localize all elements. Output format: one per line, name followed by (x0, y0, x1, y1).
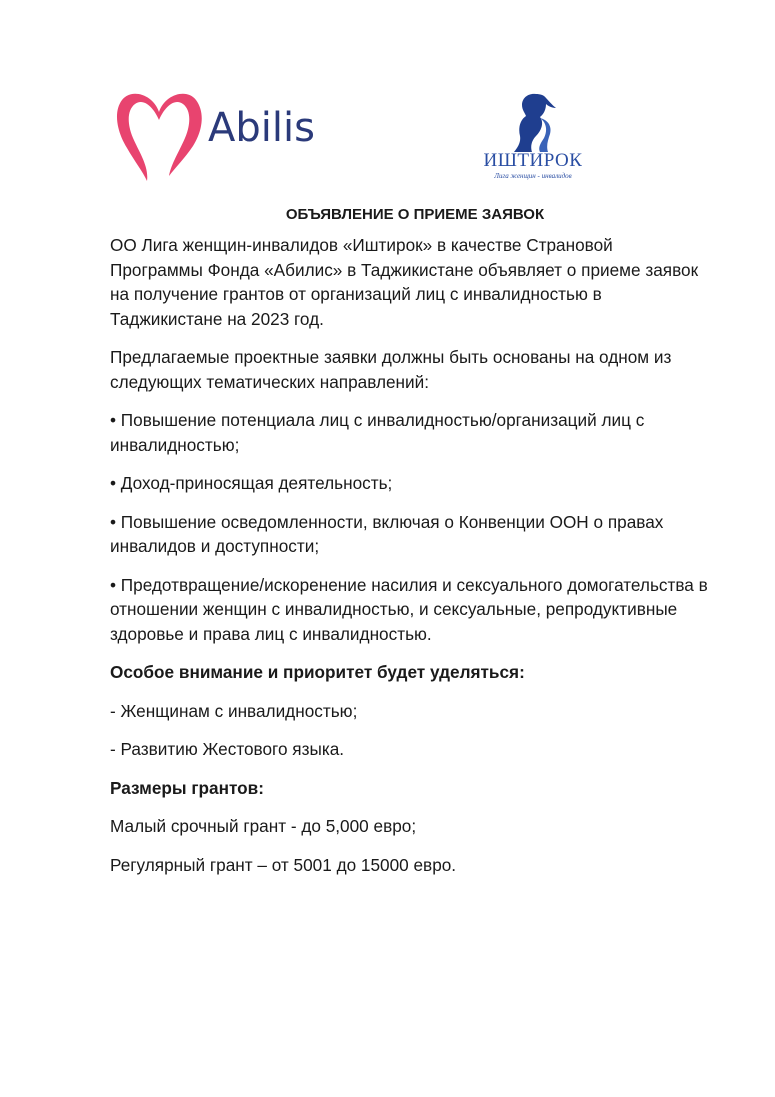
grants-heading: Размеры грантов: (110, 777, 264, 798)
ishtirok-logo-text: ИШТИРОК (483, 150, 583, 171)
directions-intro: Предлагаемые проектные заявки должны быть основаны на одном из следующих тематических направлений: (110, 347, 672, 392)
direction-item: • Доход-приносящая деятельность; (110, 473, 393, 493)
announcement-title: ОБЪЯВЛЕНИЕ О ПРИЕМЕ ЗАЯВОК (285, 206, 545, 223)
priority-item: - Развитию Жестового языка. (110, 739, 345, 759)
ishtirok-tagline: Лига женщин - инвалидов (494, 172, 572, 180)
direction-item: • Повышение осведомленности, включая о Конвенции ООН о правах инвалидов и доступности; (110, 511, 664, 556)
grant-item: Регулярный грант – от 5001 до 15000 евро. (110, 854, 457, 875)
woman-silhouette-icon (502, 92, 562, 154)
abilis-logo-text: Abilis (208, 105, 315, 151)
ishtirok-logo (478, 92, 588, 192)
direction-item: • Повышение потенциала лиц с инвалидностью/организаций лиц с инвалидностью; (110, 410, 645, 455)
announcement-body (110, 205, 710, 891)
heart-outline-icon (113, 86, 205, 184)
grant-item: Малый срочный грант - до 5,000 евро; (110, 816, 417, 836)
logo-header (0, 0, 775, 200)
abilis-logo (113, 86, 333, 186)
intro-paragraph: ОО Лига женщин-инвалидов «Иштирок» в качестве Страновой Программы Фонда «Абилис» в Таджикистане объявляет о приеме заявок на получение грантов от организаций лиц с инвалидностью в Таджикистане на 2023 год. (110, 235, 699, 329)
priority-heading: Особое внимание и приоритет будет уделяться: (110, 662, 525, 682)
priority-item: - Женщинам с инвалидностью; (110, 700, 358, 721)
direction-item: • Предотвращение/искоренение насилия и сексуального домогательства в отношении женщин с инвалидностью, и сексуальные, репродуктивные здоровье и права лиц с инвалидностью. (110, 574, 708, 644)
